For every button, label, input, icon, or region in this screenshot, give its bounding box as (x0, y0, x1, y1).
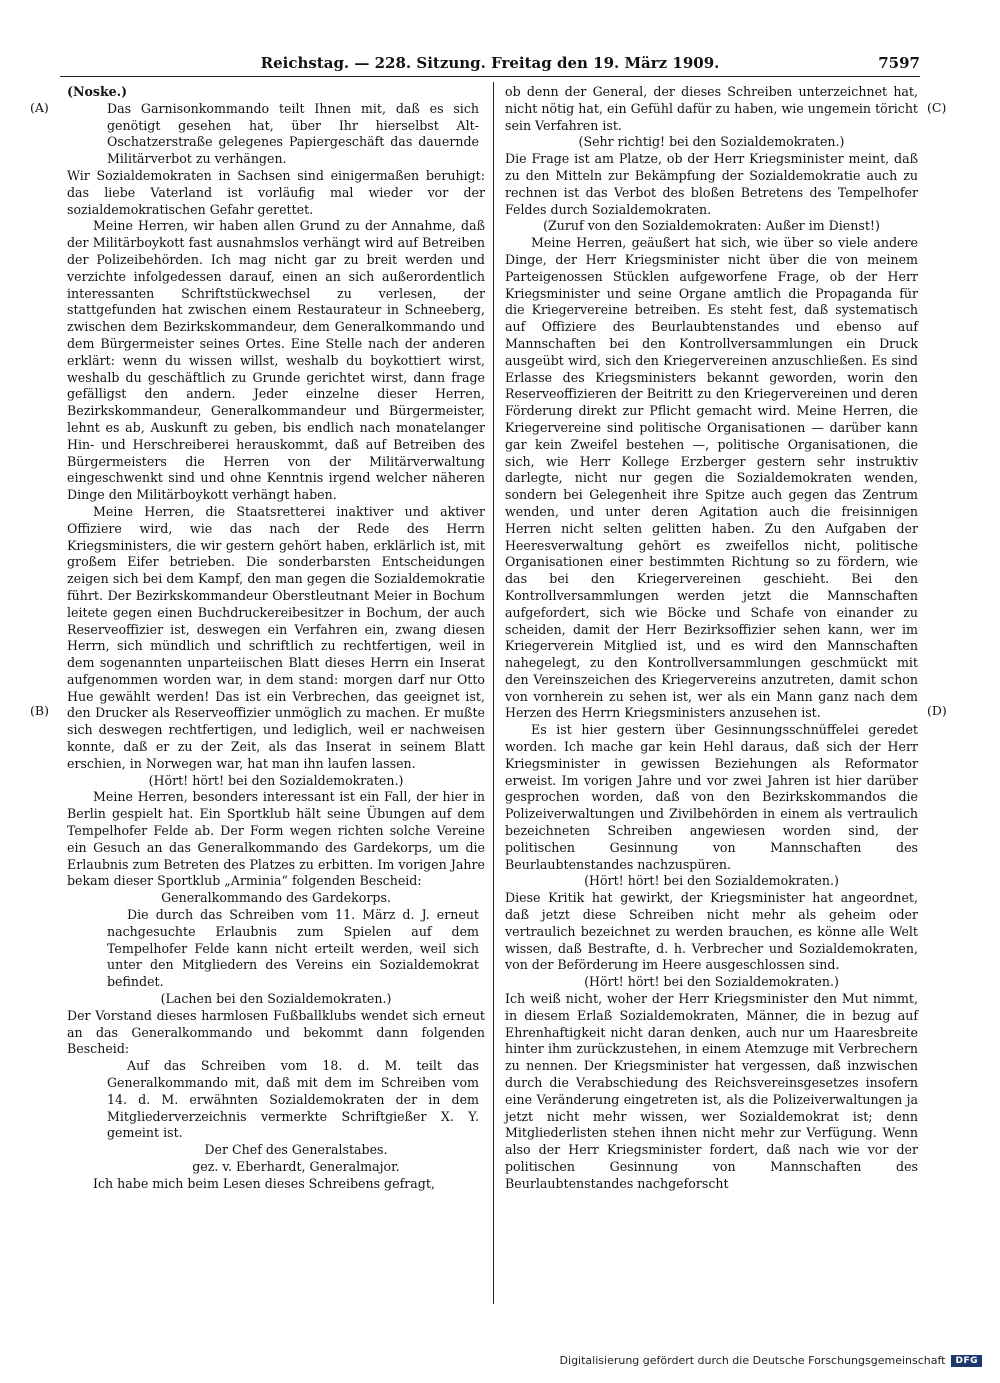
paragraph: Meine Herren, besonders interessant ist ein Fall, der hier in Berlin gespielt hat. Ein Sportklub hält seine Übungen auf dem Tempelhofer Felde ab. Der Form wegen richten solche Vereine ein Gesuch an das Generalkommando des Gardekorps, um die Erlaubnis zum Betreten des Platzes zu erbitten. Im vorigen Jahre bekam dieser Sportklub „Arminia“ folgenden Bescheid: (67, 789, 485, 889)
letter-signature: Der Chef des Generalstabes. (204, 1142, 388, 1158)
margin-label-b: (B) (30, 703, 49, 718)
dfg-logo-icon: DFG (951, 1355, 982, 1367)
right-column (505, 84, 918, 1193)
interjection: (Hört! hört! bei den Sozialdemokraten.) (584, 974, 839, 990)
paragraph: Meine Herren, wir haben allen Grund zu der Annahme, daß der Militärboykott fast ausnahmslos verhängt wird auf Betreiben der Polizeibehörden. Ich mag nicht gar zu breit werden und verzichte infolgedessen darauf, einen an sich außerordentlich interessanten Schriftstückwechsel zu verlesen, der stattgefunden hat zwischen einem Restaurateur in Schneeberg, zwischen dem Bezirkskommandeur, dem Generalkommando und dem Bürgermeister seines Ortes. Eine Stelle nach der anderen erklärt: wenn du wissen willst, weshalb du boykottiert wirst, weshalb du geschäftlich zu Grunde gerichtet wirst, dann frage gefälligst den andern. Jeder einzelne dieser Herren, Bezirkskommandeur, Generalkommandeur und Bürgermeister, lehnt es ab, Auskunft zu geben, bis endlich nach monatelanger Hin- und Herschreiberei herauskommt, daß auf Betreiben des Bürgermeisters die Herren von der Militärverwaltung eingeschwenkt sind und ohne Kenntnis irgend welcher näheren Dinge den Militärboykott verhängt haben. (67, 218, 485, 503)
letter-signature: gez. v. Eberhardt, Generalmajor. (192, 1159, 400, 1174)
column-divider (493, 82, 494, 1304)
paragraph: Ich habe mich beim Lesen dieses Schreibens gefragt, (93, 1175, 435, 1191)
paragraph: Die Frage ist am Platze, ob der Herr Kriegsminister meint, daß zu den Mitteln zur Bekämpfung der Sozialdemokratie auch zu rechnen ist das Verbot des bloßen Betretens des Tempelhofer Feldes durch Sozialdemokraten. (505, 151, 918, 217)
speaker-name: (Noske.) (67, 84, 128, 99)
quoted-letter-text: Das Garnisonkommando teilt Ihnen mit, daß es sich genötigt gesehen hat, über Ihr hierselbst Alt-Oschatzerstraße gelegenes Papiergeschäft das dauernde Militärverbot zu verhängen. (107, 100, 479, 167)
page-title: Reichstag. — 228. Sitzung. Freitag den 19. März 1909. (260, 54, 720, 72)
margin-label-a: (A) (30, 100, 49, 115)
paragraph: Diese Kritik hat gewirkt, der Kriegsminister hat angeordnet, daß jetzt diese Schreiben nicht mehr als geheim oder vertraulich bezeichnet zu werden brauchen, es könne alle Welt wissen, daß Bestrafte, d. h. Verbrecher und Sozialdemokraten, von der Beförderung im Heere ausgeschlossen sind. (505, 890, 918, 973)
paragraph: Ich weiß nicht, woher der Herr Kriegsminister den Mut nimmt, in diesem Erlaß Sozialdemokraten, Männer, die in bezug auf Ehrenhaftigkeit nicht daran denken, auch nur um Haaresbreite hinter ihm zurückzustehen, in einem Atemzuge mit Verbrechern zu nennen. Der Kriegsminister hat vergessen, daß inzwischen durch die Verabschiedung des Reichsvereinsgesetzes insofern eine Veränderung eingetreten ist, als die Polizeiverwaltungen ja jetzt nicht mehr wissen, wer Sozialdemokrat ist; denn Mitgliederlisten stehen ihnen nicht mehr zur Verfügung. Wenn also der Herr Kriegsminister fordert, daß nach wie vor der politischen Gesinnung von Mannschaften des Beurlaubtenstandes nachgeforscht (505, 991, 918, 1191)
paragraph: Meine Herren, die Staatsretterei inaktiver und aktiver Offiziere wird, wie das nach der Rede des Herrn Kriegsministers, die wir gestern gehört haben, erklärlich ist, mit großem Eifer betrieben. Die sonderbarsten Entscheidungen zeigen sich bei dem Kampf, den man gegen die Sozialdemokratie führt. Der Bezirkskommandeur Oberstleutnant Meier in Bochum leitete gegen einen Buchdruckereibesitzer in Bochum, der auch Reserveoffizier ist, deswegen ein Verfahren ein, zwang diesen Herrn, sich mündlich und schriftlich zu rechtfertigen, weil in dem sogenannten unparteiischen Blatt dieses Herrn ein Inserat aufgenommen worden war, in dem stand: morgen darf nur Otto Hue gewählt werden! Das ist ein Verbrechen, das geeignet ist, den Drucker als Reserveoffizier unmöglich zu machen. Er mußte sich deswegen rechtfertigen, und lediglich, weil er nachweisen konnte, daß er zu der Zeit, als das Inserat in seinem Blatt erschien, in Norwegen war, hat man ihn laufen lassen. (67, 503, 485, 771)
quoted-letter-text: Auf das Schreiben vom 18. d. M. teilt das Generalkommando mit, daß mit dem im Schreiben vom 14. d. M. erwähnten Sozialdemokraten der in dem Mitgliederverzeichnis vermerkte Schriftgießer X. Y. gemeint ist. (107, 1058, 479, 1141)
paragraph: Es ist hier gestern über Gesinnungsschnüffelei geredet worden. Ich mache gar kein Hehl daraus, daß sich der Herr Kriegsminister in gewissen Beziehungen als Reformator erweist. Im vorigen Jahre und vor zwei Jahren ist hier darüber gesprochen worden, daß von den Bezirkskommandos die Polizeiverwaltungen und Zivilbehörden in einem als vertraulich bezeichneten Schreiben angewiesen worden sind, der politischen Gesinnung von Mannschaften des Beurlaubtenstandes nachzuspüren. (505, 722, 918, 872)
letter-heading: Generalkommando des Gardekorps. (161, 890, 391, 906)
page-header (60, 52, 920, 76)
paragraph: ob denn der General, der dieses Schreiben unterzeichnet hat, nicht nötig hat, ein Gefühl dafür zu haben, wie ungemein töricht sein Verfahren ist. (505, 84, 918, 133)
interjection: (Lachen bei den Sozialdemokraten.) (160, 991, 392, 1007)
footer-text: Digitalisierung gefördert durch die Deutsche Forschungsgemeinschaft (559, 1354, 946, 1367)
paragraph: Wir Sozialdemokraten in Sachsen sind einigermaßen beruhigt: das liebe Vaterland ist vorläufig mal wieder vor der sozialdemokratischen Gefahr gerettet. (67, 167, 485, 217)
page-number: 7597 (878, 54, 920, 72)
paragraph: Der Vorstand dieses harmlosen Fußballklubs wendet sich erneut an das Generalkommando und bekommt dann folgenden Bescheid: (67, 1007, 485, 1057)
interjection: (Zuruf von den Sozialdemokraten: Außer im Dienst!) (543, 218, 880, 234)
margin-label-c: (C) (927, 100, 947, 115)
interjection: (Hört! hört! bei den Sozialdemokraten.) (584, 873, 839, 889)
interjection: (Sehr richtig! bei den Sozialdemokraten.) (578, 134, 845, 150)
paragraph: Meine Herren, geäußert hat sich, wie über so viele andere Dinge, der Herr Kriegsminister nicht über die von meinem Parteigenossen Stücklen aufgeworfene Frage, ob der Herr Kriegsminister und seine Organe amtlich die Propaganda für die Kriegervereine betreiben. Es steht fest, daß systematisch auf Offiziere des Beurlaubtenstandes und ebenso auf Mannschaften bei den Kontrollversammlungen ein Druck ausgeübt wird, sich den Kriegervereinen anzuschließen. Es sind Erlasse des Kriegsministers bekannt geworden, worin den Reserveoffizieren der Beitritt zu den Kriegervereinen und deren Förderung direkt zur Pflicht gemacht wird. Meine Herren, die Kriegervereine sind politische Organisationen — darüber kann gar kein Zweifel bestehen —, politische Organisationen, die sich, wie Herr Kollege Erzberger gestern sehr instruktiv darlegte, nicht nur gegen die Sozialdemokraten wenden, sondern bei Gelegenheit ihre Spitze auch gegen das Zentrum wenden, und unter deren Agitation auch die freisinnigen Herren nicht selten gelitten haben. Zu den Aufgaben der Heeresverwaltung gehört es zweifellos nicht, politische Organisationen einer bestimmten Richtung so zu fördern, wie das bei den Kriegervereinen geschieht. Bei den Kontrollversammlungen werden jetzt die Mannschaften aufgefordert, sich wie Böcke und Schafe von einander zu scheiden, damit der Herr Bezirksoffizier sehen kann, wer im Kriegerverein Mitglied ist, und es wird den Mannschaften nahegelegt, zu den Kontrollversammlungen geschmückt mit den Vereinszeichen des Kriegervereins anzutreten, damit schon von vornherein zu sehen ist, wer als ein Mann ganz nach dem Herzen des Herrn Kriegsministers anzusehen ist. (505, 235, 918, 721)
margin-label-d: (D) (927, 703, 947, 718)
quoted-letter-text: Die durch das Schreiben vom 11. März d. J. erneut nachgesuchte Erlaubnis zum Spielen auf dem Tempelhofer Felde kann nicht erteilt werden, weil sich unter den Mitgliedern des Vereins ein Sozialdemokrat befindet. (107, 907, 479, 990)
left-column (67, 84, 485, 1193)
footer-credit (560, 1354, 982, 1367)
header-rule (60, 76, 920, 77)
interjection: (Hört! hört! bei den Sozialdemokraten.) (148, 772, 404, 788)
